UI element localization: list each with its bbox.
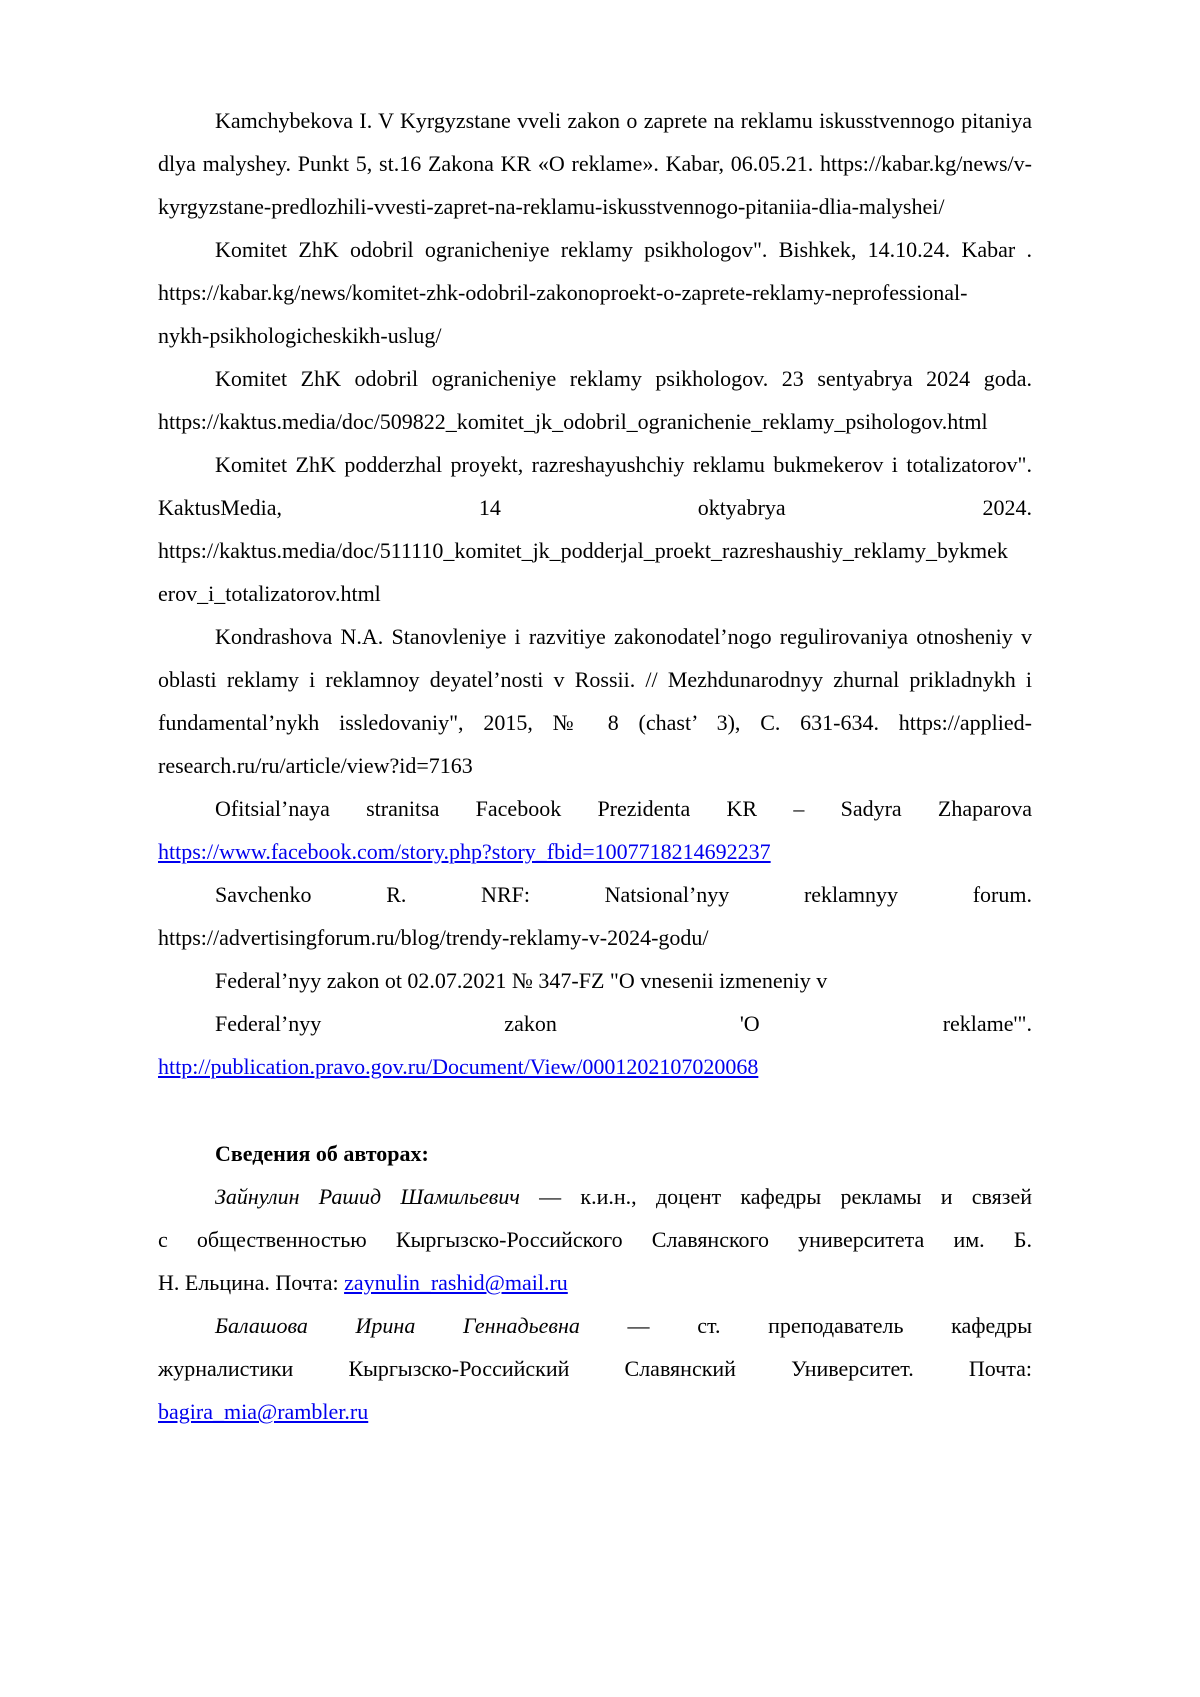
zaynulin-email-link[interactable]: zaynulin_rashid@mail.ru (344, 1270, 568, 1295)
reference-line: Kondrashova N.A. Stanovleniye i razvitiye zakonodatel’nogo regulirovaniya otnosheniy v (215, 624, 1032, 649)
reference-line: dlya malyshey. Punkt 5, st.16 Zakona KR «O reklame». Kabar, 06.05.21. https://kabar.kg/news/v- (158, 151, 1032, 176)
reference-url: https://advertisingforum.ru/blog/trendy-reklamy-v-2024-godu/ (158, 925, 709, 950)
reference-line: fundamental’nykh issledovaniy", 2015, № 8 (chast’ 3), C. 631-634. https://applied- (158, 710, 1032, 735)
author-description: — ст. преподаватель кафедры (579, 1313, 1032, 1338)
author-line (158, 1175, 1032, 1218)
author-line (158, 1304, 1032, 1347)
author-line: журналистики Кыргызско-Российский Славянский Университет. Почта: (158, 1356, 1032, 1381)
reference-url: erov_i_totalizatorov.html (158, 581, 381, 606)
authors-section (158, 1132, 1032, 1433)
reference-line: Savchenko R. NRF: Natsional’nyy reklamnyy forum. (215, 882, 1032, 907)
reference-url: https://kaktus.media/doc/509822_komitet_jk_odobril_ogranichenie_reklamy_psihologov.html (158, 409, 988, 434)
authors-heading: Сведения об авторах: (215, 1141, 429, 1166)
author-line: с общественностью Кыргызско-Российского Славянского университета им. Б. (158, 1227, 1032, 1252)
reference-entry (158, 99, 1032, 228)
reference-entry (158, 787, 1032, 873)
balashova-email-link[interactable]: bagira_mia@rambler.ru (158, 1399, 369, 1424)
facebook-story-link[interactable]: https://www.facebook.com/story.php?story_fbid=1007718214692237 (158, 839, 771, 864)
reference-entry (158, 357, 1032, 443)
reference-line: oblasti reklamy i reklamnoy deyatel’nosti v Rossii. // Mezhdunarodnyy zhurnal prikladnykh i (158, 667, 1032, 692)
reference-line: Federal’nyy zakon ot 02.07.2021 № 347-FZ "O vnesenii izmeneniy v (215, 968, 828, 993)
author-description: — к.и.н., доцент кафедры рекламы и связей (519, 1184, 1032, 1209)
reference-url: nykh-psikhologicheskikh-uslug/ (158, 323, 442, 348)
reference-entry (158, 228, 1032, 357)
reference-url: https://kaktus.media/doc/511110_komitet_jk_podderjal_proekt_razreshaushiy_reklamy_bykmek (158, 538, 1008, 563)
author-entry (158, 1304, 1032, 1433)
reference-line: Komitet ZhK odobril ogranicheniye reklamy psikhologov. 23 sentyabrya 2024 goda. (215, 366, 1032, 391)
reference-entry (158, 873, 1032, 959)
reference-line: KaktusMedia, 14 oktyabrya 2024. (158, 495, 1032, 520)
reference-url: kyrgyzstane-predlozhili-vvesti-zapret-na-reklamu-iskusstvennogo-pitaniia-dlia-malyshei/ (158, 194, 945, 219)
reference-line: Federal’nyy zakon 'O reklame'". (215, 1011, 1032, 1036)
reference-line: Komitet ZhK podderzhal proyekt, razreshayushchiy reklamu bukmekerov i totalizatorov". (215, 452, 1032, 477)
reference-line: Ofitsial’naya stranitsa Facebook Prezidenta KR – Sadyra Zhaparova (215, 796, 1032, 821)
reference-line: Komitet ZhK odobril ogranicheniye reklamy psikhologov". Bishkek, 14.10.24. Kabar . (215, 237, 1032, 262)
reference-url: https://kabar.kg/news/komitet-zhk-odobril-zakonoproekt-o-zaprete-reklamy-neprofessional- (158, 280, 968, 305)
references-list (158, 99, 1032, 1088)
author-entry (158, 1175, 1032, 1304)
reference-entry (158, 615, 1032, 787)
page-content (158, 99, 1032, 1433)
author-name: Зайнулин Рашид Шамильевич (215, 1184, 520, 1209)
author-name: Балашова Ирина Геннадьевна (215, 1313, 580, 1338)
email-label: Н. Ельцина. Почта: (158, 1270, 345, 1295)
reference-url: research.ru/ru/article/view?id=7163 (158, 753, 473, 778)
author-line (158, 1261, 1032, 1304)
reference-entry (158, 959, 1032, 1088)
reference-line: Kamchybekova I. V Kyrgyzstane vveli zakon o zaprete na reklamu iskusstvennogo pitaniya (215, 108, 1032, 133)
pravo-gov-document-link[interactable]: http://publication.pravo.gov.ru/Document/View/0001202107020068 (158, 1054, 759, 1079)
reference-entry (158, 443, 1032, 615)
